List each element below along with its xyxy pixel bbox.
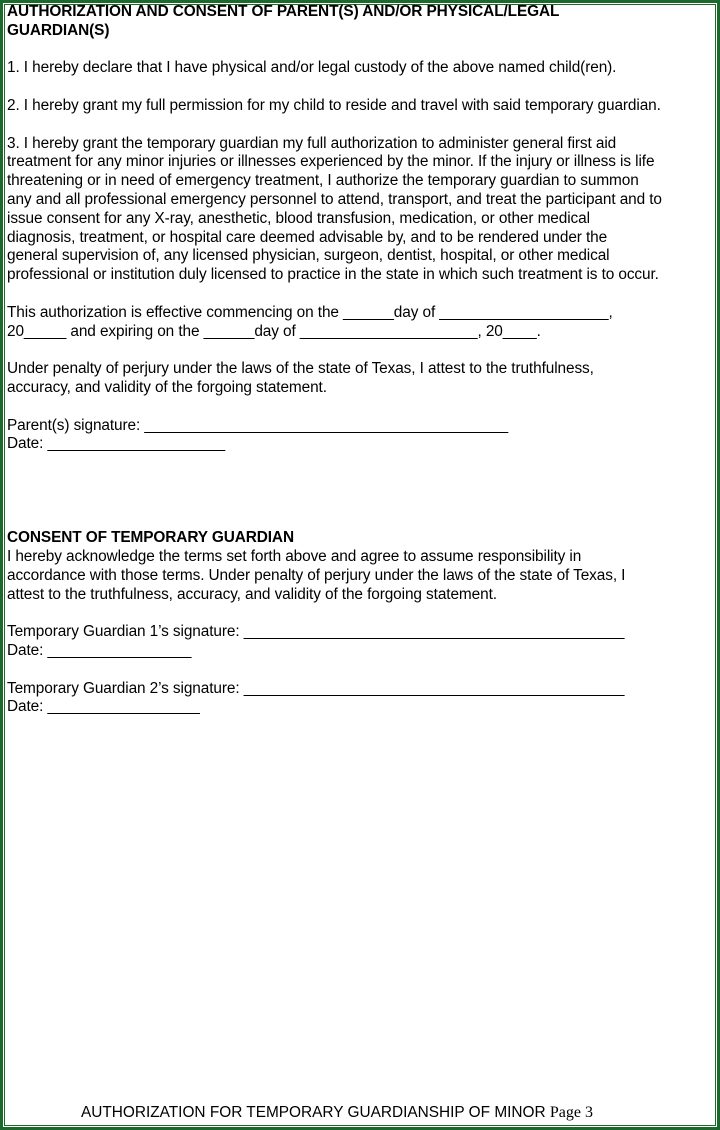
page-number: Page 3 — [549, 1104, 594, 1121]
parent-section-heading-line1: AUTHORIZATION AND CONSENT OF PARENT(S) AND/OR PHYSICAL/LEGAL — [7, 3, 560, 20]
footer-title: AUTHORIZATION FOR TEMPORARY GUARDIANSHIP OF MINOR — [81, 1104, 546, 1121]
item3-line: threatening or in need of emergency treatment, I authorize the temporary guardian to summon — [7, 172, 639, 190]
item3-line: any and all professional emergency personnel to attend, transport, and treat the participant and to — [7, 190, 662, 208]
item3-line: 3. I hereby grant the temporary guardian my full authorization to administer general first aid — [7, 134, 617, 152]
item3-line: general supervision of, any licensed physician, surgeon, dentist, hospital, or other medical — [7, 247, 610, 265]
parent-date-field[interactable]: Date: _____________________ — [7, 435, 226, 453]
guardian-consent-line: I hereby acknowledge the terms set forth above and agree to assume responsibility in — [7, 547, 582, 565]
guardian1-date-field[interactable]: Date: _________________ — [7, 641, 192, 659]
guardian2-signature-field[interactable]: Temporary Guardian 2’s signature: _____________________________________________ — [7, 679, 625, 697]
declaration-item-2: 2. I hereby grant my full permission for my child to reside and travel with said temporary guardian. — [7, 96, 661, 114]
page-footer — [81, 1104, 593, 1122]
guardian-consent-line: attest to the truthfulness, accuracy, and validity of the forgoing statement. — [7, 585, 497, 603]
item3-line: professional or institution duly licensed to practice in the state in which such treatment is to occur. — [7, 266, 659, 284]
guardian1-signature-field[interactable]: Temporary Guardian 1’s signature: _____________________________________________ — [7, 623, 625, 641]
guardian-section-heading: CONSENT OF TEMPORARY GUARDIAN — [7, 529, 294, 547]
declaration-item-1: 1. I hereby declare that I have physical and/or legal custody of the above named child(ren). — [7, 59, 617, 77]
item3-line: treatment for any minor injuries or illnesses experienced by the minor. If the injury or illness is life — [7, 153, 655, 171]
document-body — [7, 3, 719, 717]
parent-signature-field[interactable]: Parent(s) signature: ___________________________________________ — [7, 416, 509, 434]
effective-date-field[interactable]: This authorization is effective commencing on the ______day of ____________________, — [7, 303, 613, 321]
item3-line: diagnosis, treatment, or hospital care deemed advisable by, and to be rendered under the — [7, 228, 608, 246]
guardian-consent-line: accordance with those terms. Under penalty of perjury under the laws of the state of Texas, I — [7, 566, 626, 584]
penalty-statement-line: accuracy, and validity of the forgoing statement. — [7, 378, 327, 396]
expiration-date-field[interactable]: 20_____ and expiring on the ______day of _____________________, 20____. — [7, 322, 541, 340]
declaration-item-3 — [7, 135, 719, 285]
parent-section-heading-line2: GUARDIAN(S) — [7, 21, 110, 39]
item3-line: issue consent for any X-ray, anesthetic, blood transfusion, medication, or other medical — [7, 209, 590, 227]
penalty-statement-line: Under penalty of perjury under the laws of the state of Texas, I attest to the truthfulness, — [7, 360, 594, 378]
guardian2-date-field[interactable]: Date: __________________ — [7, 698, 200, 716]
